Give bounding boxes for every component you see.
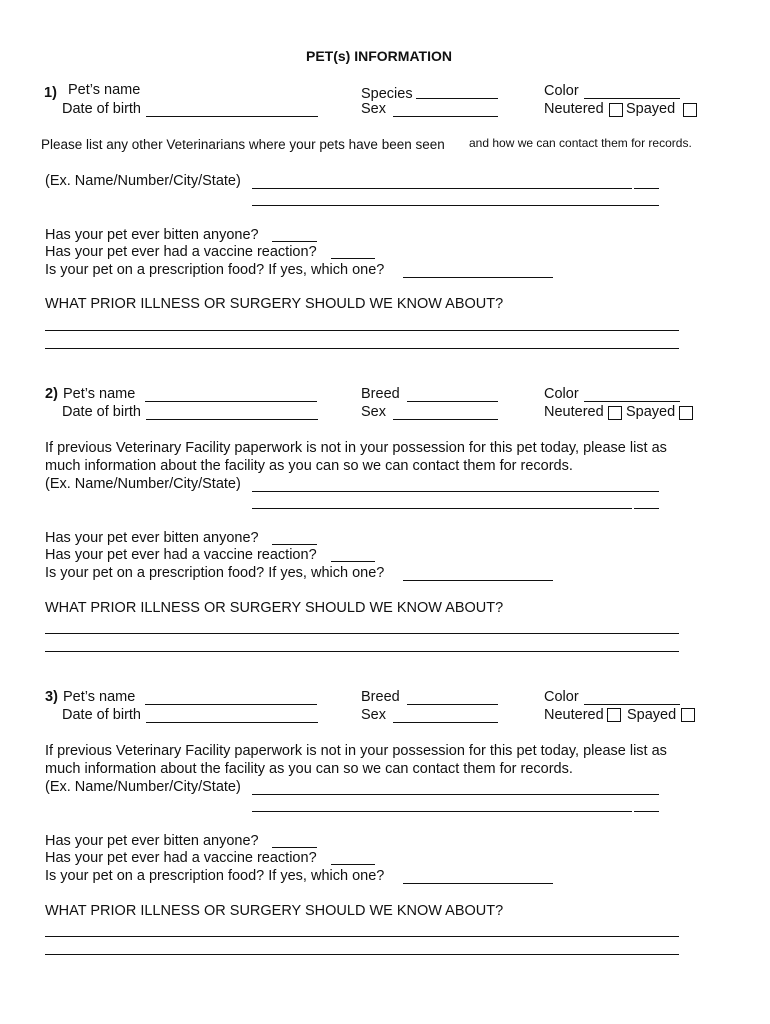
pet2-dob-label: Date of birth — [62, 404, 141, 420]
pet1-vets-prompt: Please list any other Veterinarians where your pets have been seen — [41, 137, 445, 152]
pet1-dob-label: Date of birth — [62, 101, 141, 117]
pet3-example-label: (Ex. Name/Number/City/State) — [45, 779, 241, 795]
pet3-illness-field-1[interactable] — [45, 936, 679, 937]
divider — [634, 811, 659, 812]
pet2-example-label: (Ex. Name/Number/City/State) — [45, 476, 241, 492]
pet2-spayed-checkbox[interactable] — [679, 406, 693, 420]
pet1-vets-prompt-cont: and how we can contact them for records. — [469, 136, 692, 150]
pet3-food-question: Is your pet on a prescription food? If yes, which one? — [45, 868, 385, 884]
pet2-breed-field[interactable] — [407, 401, 498, 402]
pet3-vet-info-field-1[interactable] — [252, 794, 659, 795]
pet1-name-label: Pet’s name — [68, 82, 141, 98]
pet1-bitten-question: Has your pet ever bitten anyone? — [45, 227, 259, 243]
pet1-sex-label: Sex — [361, 101, 386, 117]
pet3-dob-field[interactable] — [146, 722, 318, 723]
pet1-number: 1) — [44, 85, 57, 101]
pet2-vaccine-field[interactable] — [331, 561, 375, 562]
pet1-vaccine-field[interactable] — [331, 258, 375, 259]
pet1-color-label: Color — [544, 83, 579, 99]
pet1-species-field[interactable] — [416, 98, 498, 99]
pet3-vaccine-question: Has your pet ever had a vaccine reaction? — [45, 850, 317, 866]
pet3-spayed-checkbox[interactable] — [681, 708, 695, 722]
pet3-facility-instructions-1: If previous Veterinary Facility paperwork is not in your possession for this pet today, please list as — [45, 743, 667, 759]
pet3-sex-label: Sex — [361, 707, 386, 723]
pet1-neutered-label: Neutered — [544, 101, 604, 117]
pet2-illness-field-2[interactable] — [45, 651, 679, 652]
pet2-food-question: Is your pet on a prescription food? If yes, which one? — [45, 565, 385, 581]
pet1-color-field[interactable] — [584, 98, 680, 99]
pet1-vaccine-question: Has your pet ever had a vaccine reaction? — [45, 244, 317, 260]
pet3-name-field[interactable] — [145, 704, 317, 705]
pet2-illness-question: WHAT PRIOR ILLNESS OR SURGERY SHOULD WE KNOW ABOUT? — [45, 600, 504, 616]
pet1-food-question: Is your pet on a prescription food? If yes, which one? — [45, 262, 385, 278]
pet1-food-field[interactable] — [403, 277, 553, 278]
page-title: PET(s) INFORMATION — [306, 48, 452, 64]
pet1-vet-info-field-1[interactable] — [252, 188, 632, 189]
pet1-example-label: (Ex. Name/Number/City/State) — [45, 173, 241, 189]
pet1-illness-field-2[interactable] — [45, 348, 679, 349]
pet3-dob-label: Date of birth — [62, 707, 141, 723]
pet3-food-field[interactable] — [403, 883, 553, 884]
pet1-vet-info-field-2[interactable] — [252, 205, 659, 206]
pet3-color-field[interactable] — [584, 704, 680, 705]
pet3-vet-info-field-2[interactable] — [252, 811, 632, 812]
divider — [634, 188, 659, 189]
pet1-illness-field-1[interactable] — [45, 330, 679, 331]
pet2-color-field[interactable] — [584, 401, 680, 402]
pet3-breed-label: Breed — [361, 689, 400, 705]
pet3-breed-field[interactable] — [407, 704, 498, 705]
pet1-dob-field[interactable] — [146, 116, 318, 117]
pet1-neutered-checkbox[interactable] — [609, 103, 623, 117]
pet3-color-label: Color — [544, 689, 579, 705]
pet2-vaccine-question: Has your pet ever had a vaccine reaction? — [45, 547, 317, 563]
pet3-number: 3) — [45, 689, 58, 705]
pet3-facility-instructions-2: much information about the facility as you can so we can contact them for records. — [45, 761, 573, 777]
pet2-name-label: Pet’s name — [63, 386, 136, 402]
pet2-name-field[interactable] — [145, 401, 317, 402]
pet1-sex-field[interactable] — [393, 116, 498, 117]
pet2-facility-instructions-1: If previous Veterinary Facility paperwork is not in your possession for this pet today, please list as — [45, 440, 667, 456]
pet2-illness-field-1[interactable] — [45, 633, 679, 634]
pet1-spayed-checkbox[interactable] — [683, 103, 697, 117]
pet1-species-label: Species — [361, 86, 413, 102]
pet3-sex-field[interactable] — [393, 722, 498, 723]
pet2-breed-label: Breed — [361, 386, 400, 402]
pet2-vet-info-field-1[interactable] — [252, 491, 659, 492]
pet3-vaccine-field[interactable] — [331, 864, 375, 865]
pet2-neutered-checkbox[interactable] — [608, 406, 622, 420]
pet1-illness-question: WHAT PRIOR ILLNESS OR SURGERY SHOULD WE KNOW ABOUT? — [45, 296, 504, 312]
pet3-illness-question: WHAT PRIOR ILLNESS OR SURGERY SHOULD WE KNOW ABOUT? — [45, 903, 504, 919]
pet2-bitten-field[interactable] — [272, 544, 317, 545]
pet2-spayed-label: Spayed — [626, 404, 676, 420]
pet3-neutered-label: Neutered — [544, 707, 604, 723]
pet2-sex-field[interactable] — [393, 419, 498, 420]
pet3-bitten-question: Has your pet ever bitten anyone? — [45, 833, 259, 849]
pet3-neutered-checkbox[interactable] — [607, 708, 621, 722]
pet2-facility-instructions-2: much information about the facility as you can so we can contact them for records. — [45, 458, 573, 474]
pet2-vet-info-field-2[interactable] — [252, 508, 632, 509]
pet2-sex-label: Sex — [361, 404, 386, 420]
pet3-spayed-label: Spayed — [627, 707, 677, 723]
pet2-food-field[interactable] — [403, 580, 553, 581]
pet2-number: 2) — [45, 386, 58, 402]
divider — [634, 508, 659, 509]
pet2-color-label: Color — [544, 386, 579, 402]
pet3-name-label: Pet’s name — [63, 689, 136, 705]
pet2-bitten-question: Has your pet ever bitten anyone? — [45, 530, 259, 546]
pet3-bitten-field[interactable] — [272, 847, 317, 848]
pet1-bitten-field[interactable] — [272, 241, 317, 242]
pet1-spayed-label: Spayed — [626, 101, 676, 117]
pet2-dob-field[interactable] — [146, 419, 318, 420]
pet3-illness-field-2[interactable] — [45, 954, 679, 955]
pet2-neutered-label: Neutered — [544, 404, 604, 420]
